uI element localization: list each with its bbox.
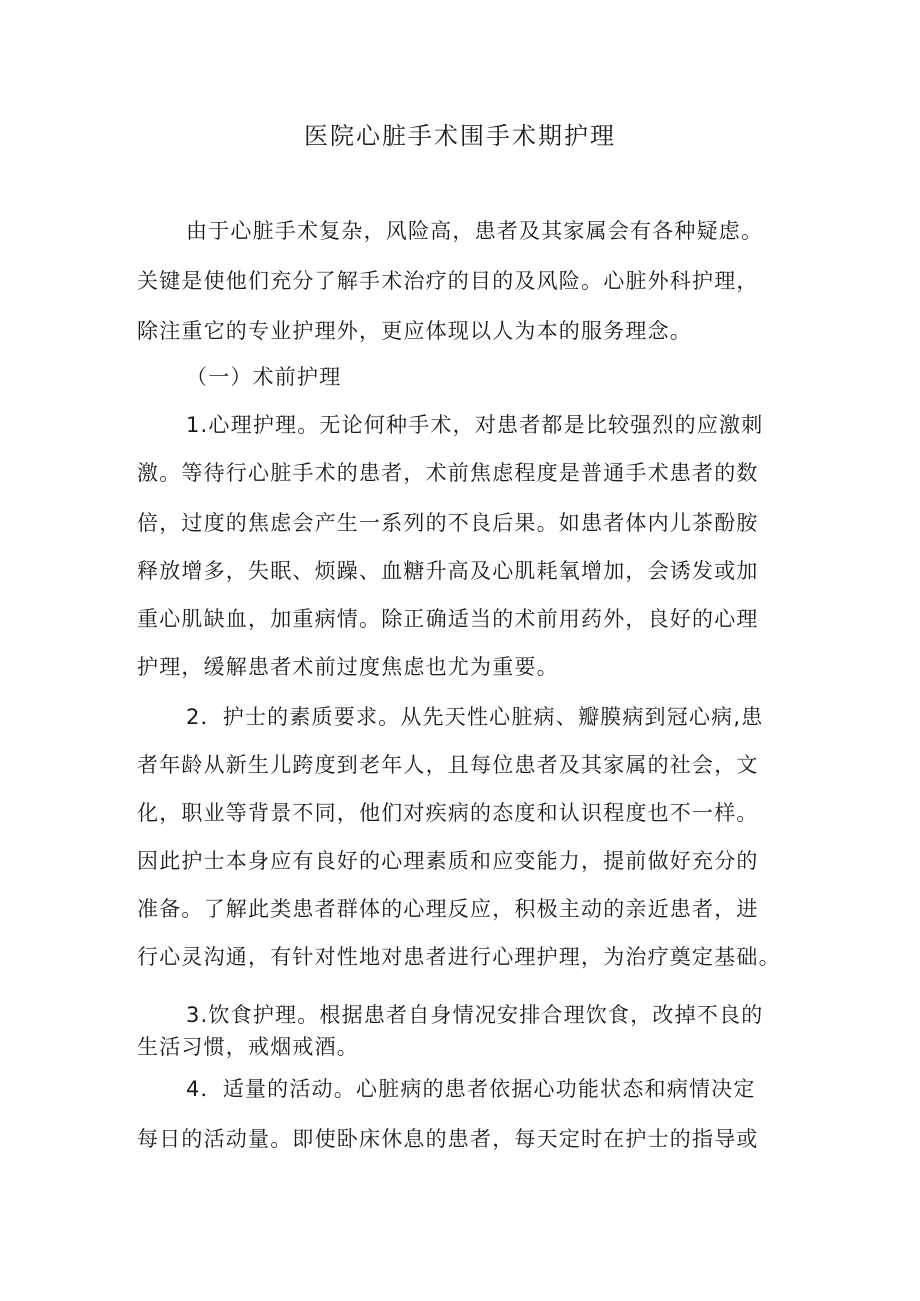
paragraph-line: 护理，缓解患者术前过度焦虑也尤为重要。 [137,655,559,679]
paragraph-line: 1.心理护理。无论何种手术，对患者都是比较强烈的应激刺 [186,413,764,437]
paragraph-line: 3.饮食护理。根据患者自身情况安排合理饮食，改掉不良的 [186,1003,764,1027]
paragraph-line: 因此护士本身应有良好的心理素质和应变能力，提前做好充分的 [137,849,759,873]
paragraph-line: 倍，过度的焦虑会产生一系列的不良后果。如患者体内儿茶酚胺 [137,511,759,535]
intro-line: 关键是使他们充分了解手术治疗的目的及风险。心脏外科护理， [137,269,759,293]
section-heading: （一）术前护理 [186,365,342,389]
paragraph-line: 4．适量的活动。心脏病的患者依据心功能状态和病情决定 [186,1077,756,1101]
paragraph-line: 激。等待行心脏手术的患者，术前焦虑程度是普通手术患者的数 [137,461,759,485]
intro-line: 除注重它的专业护理外，更应体现以人为本的服务理念。 [137,319,692,343]
paragraph-line: 行心灵沟通，有针对性地对患者进行心理护理，为治疗奠定基础。 [137,945,781,969]
paragraph-line: 2．护士的素质要求。从先天性心脏病、瓣膜病到冠心病,患 [186,705,764,729]
paragraph-line: 每日的活动量。即使卧床休息的患者，每天定时在护士的指导或 [137,1127,759,1151]
paragraph-line: 准备。了解此类患者群体的心理反应，积极主动的亲近患者，进 [137,897,759,921]
paragraph-line: 重心肌缺血，加重病情。除正确适当的术前用药外，良好的心理 [137,607,759,631]
paragraph-line: 生活习惯，戒烟戒酒。 [137,1035,359,1059]
intro-line: 由于心脏手术复杂，风险高，患者及其家属会有各种疑虑。 [186,219,764,243]
paragraph-line: 者年龄从新生儿跨度到老年人，且每位患者及其家属的社会，文 [137,753,759,777]
paragraph-line: 化，职业等背景不同，他们对疾病的态度和认识程度也不一样。 [137,801,759,825]
document-title: 医院心脏手术围手术期护理 [304,122,616,150]
paragraph-line: 释放增多，失眠、烦躁、血糖升高及心肌耗氧增加，会诱发或加 [137,559,759,583]
